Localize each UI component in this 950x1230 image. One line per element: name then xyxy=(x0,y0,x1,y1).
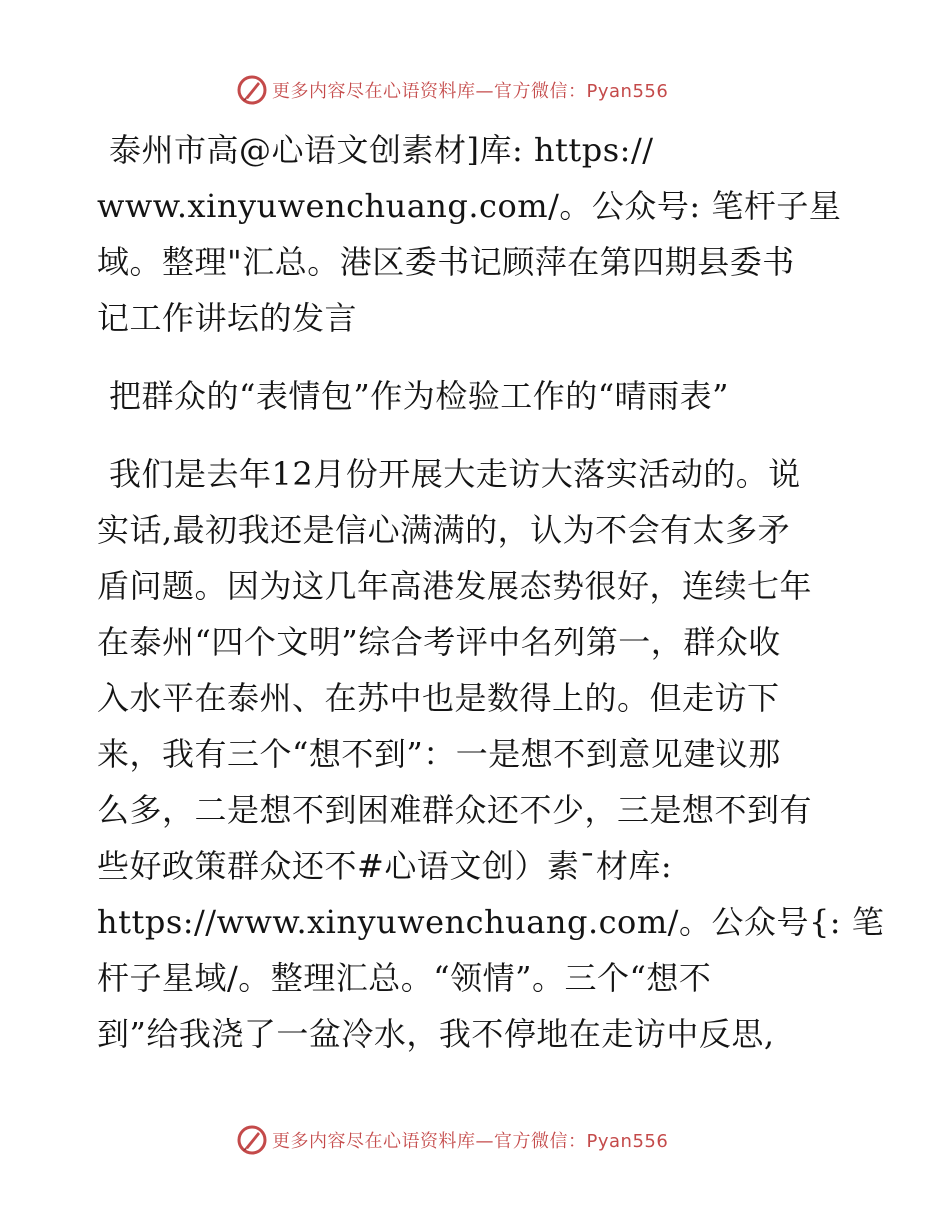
text-line: 泰州市高@心语文创素材]库: https:// xyxy=(109,131,654,169)
text-line: 入水平在泰州、在苏中也是数得上的。但走访下 xyxy=(97,679,780,717)
speech-title: 把群众的“表情包”作为检验工作的“晴雨表” xyxy=(109,377,729,415)
paragraph-title xyxy=(97,368,857,424)
document-body xyxy=(97,122,885,1062)
footer-watermark xyxy=(236,1122,668,1158)
text-line: 杆子星域/。整理汇总。“领情”。三个“想不 xyxy=(97,959,712,997)
text-line: 到”给我浇了一盆冷水，我不停地在走访中反思, xyxy=(97,1015,775,1053)
quill-pen-logo-icon xyxy=(236,1124,268,1156)
watermark-text: 更多内容尽在心语资料库—官方微信：Pyan556 xyxy=(272,81,669,102)
text-line: https://www.xinyuwenchuang.com/。公众号{: 笔 xyxy=(97,903,885,941)
text-line: 来，我有三个“想不到”：一是想不到意见建议那 xyxy=(97,735,781,773)
paragraph-body xyxy=(97,446,885,1062)
text-line: 域。整理"汇总。港区委书记顾萍在第四期县委书 xyxy=(97,243,795,281)
watermark-text: 更多内容尽在心语资料库—官方微信：Pyan556 xyxy=(272,1131,669,1152)
text-line: 么多，二是想不到困难群众还不少，三是想不到有 xyxy=(97,791,813,829)
paragraph-intro xyxy=(97,122,857,346)
text-line: 盾问题。因为这几年高港发展态势很好，连续七年 xyxy=(97,567,813,605)
text-line: 实话,最初我还是信心满满的，认为不会有太多矛 xyxy=(97,511,791,549)
text-line: 记工作讲坛的发言 xyxy=(97,299,358,337)
quill-pen-logo-icon xyxy=(236,74,268,106)
text-line: 些好政策群众还不#心语文创）素¯材库: xyxy=(97,847,673,885)
text-line: 在泰州“四个文明”综合考评中名列第一，群众收 xyxy=(97,623,781,661)
text-line: 我们是去年12月份开展大走访大落实活动的。说 xyxy=(109,455,801,493)
text-line: www.xinyuwenchuang.com/。公众号: 笔杆子星 xyxy=(97,187,842,225)
header-watermark xyxy=(236,72,668,108)
